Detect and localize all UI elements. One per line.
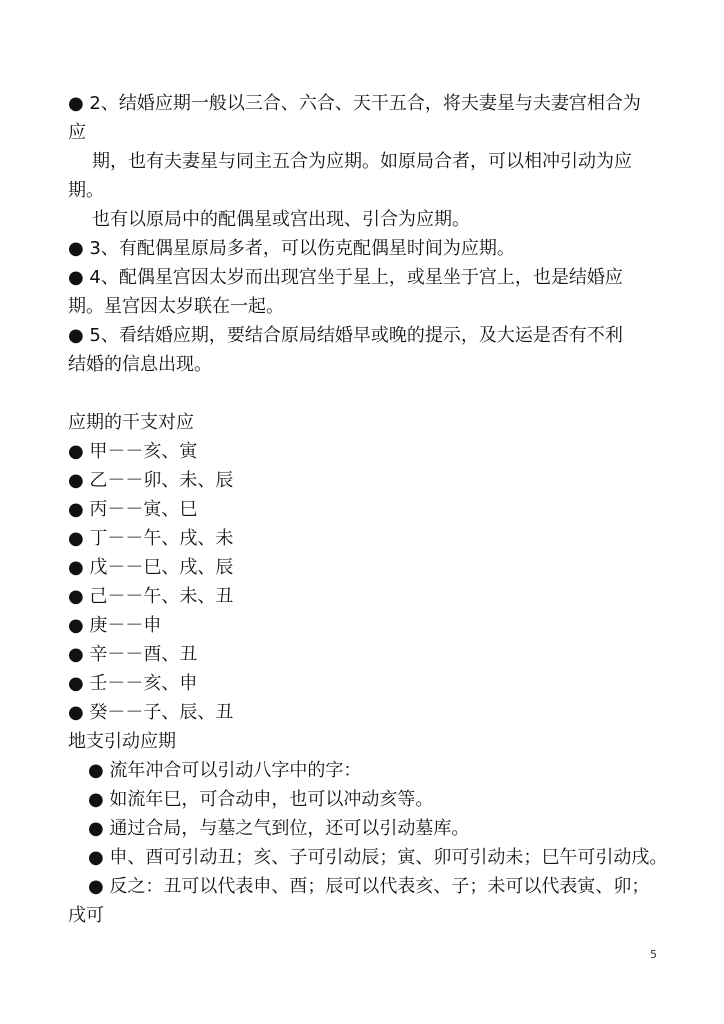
list-item: ● 如流年巳，可合动申，也可以冲动亥等。 — [88, 789, 434, 810]
paragraph-line: 结婚的信息出现。 — [68, 354, 212, 375]
paragraph-line: ● 2、结婚应期一般以三合、六合、天干五合，将夫妻星与夫妻宫相合为 — [68, 93, 641, 114]
paragraph-line: 也有以原局中的配偶星或宫出现、引合为应期。 — [92, 209, 470, 230]
list-item: ● 己－－午、未、丑 — [68, 586, 234, 607]
paragraph-line: 期。 — [68, 180, 104, 201]
page-number: 5 — [650, 948, 657, 961]
paragraph-line: 应 — [68, 122, 86, 143]
paragraph-line: ● 3、有配偶星原局多者，可以伤克配偶星时间为应期。 — [68, 238, 515, 259]
list-item: ● 申、酉可引动丑；亥、子可引动辰；寅、卯可引动未；巳午可引动戌。 — [88, 847, 668, 868]
list-item: ● 反之：丑可以代表申、酉；辰可以代表亥、子；未可以代表寅、卯； — [88, 876, 650, 897]
list-item: ● 丙－－寅、巳 — [68, 499, 198, 520]
list-item: ● 丁－－午、戌、未 — [68, 528, 234, 549]
list-item: ● 乙－－卯、未、辰 — [68, 470, 234, 491]
paragraph-line: 戌可 — [68, 905, 104, 926]
paragraph-line: 期。星宫因太岁联在一起。 — [68, 296, 284, 317]
paragraph-line: 期，也有夫妻星与同主五合为应期。如原局合者，可以相冲引动为应 — [92, 151, 632, 172]
section-heading: 应期的干支对应 — [68, 412, 194, 433]
section-heading: 地支引动应期 — [68, 731, 176, 752]
list-item: ● 癸－－子、辰、丑 — [68, 702, 234, 723]
list-item: ● 辛－－酉、丑 — [68, 644, 198, 665]
list-item: ● 庚－－申 — [68, 615, 162, 636]
list-item: ● 通过合局，与墓之气到位，还可以引动墓库。 — [88, 818, 470, 839]
list-item: ● 壬－－亥、申 — [68, 673, 198, 694]
list-item: ● 戊－－巳、戌、辰 — [68, 557, 234, 578]
paragraph-line: ● 5、看结婚应期，要结合原局结婚早或晚的提示，及大运是否有不利 — [68, 325, 623, 346]
paragraph-line: ● 4、配偶星宫因太岁而出现宫坐于星上，或星坐于宫上，也是结婚应 — [68, 267, 623, 288]
list-item: ● 流年冲合可以引动八字中的字： — [88, 760, 362, 781]
list-item: ● 甲－－亥、寅 — [68, 441, 198, 462]
